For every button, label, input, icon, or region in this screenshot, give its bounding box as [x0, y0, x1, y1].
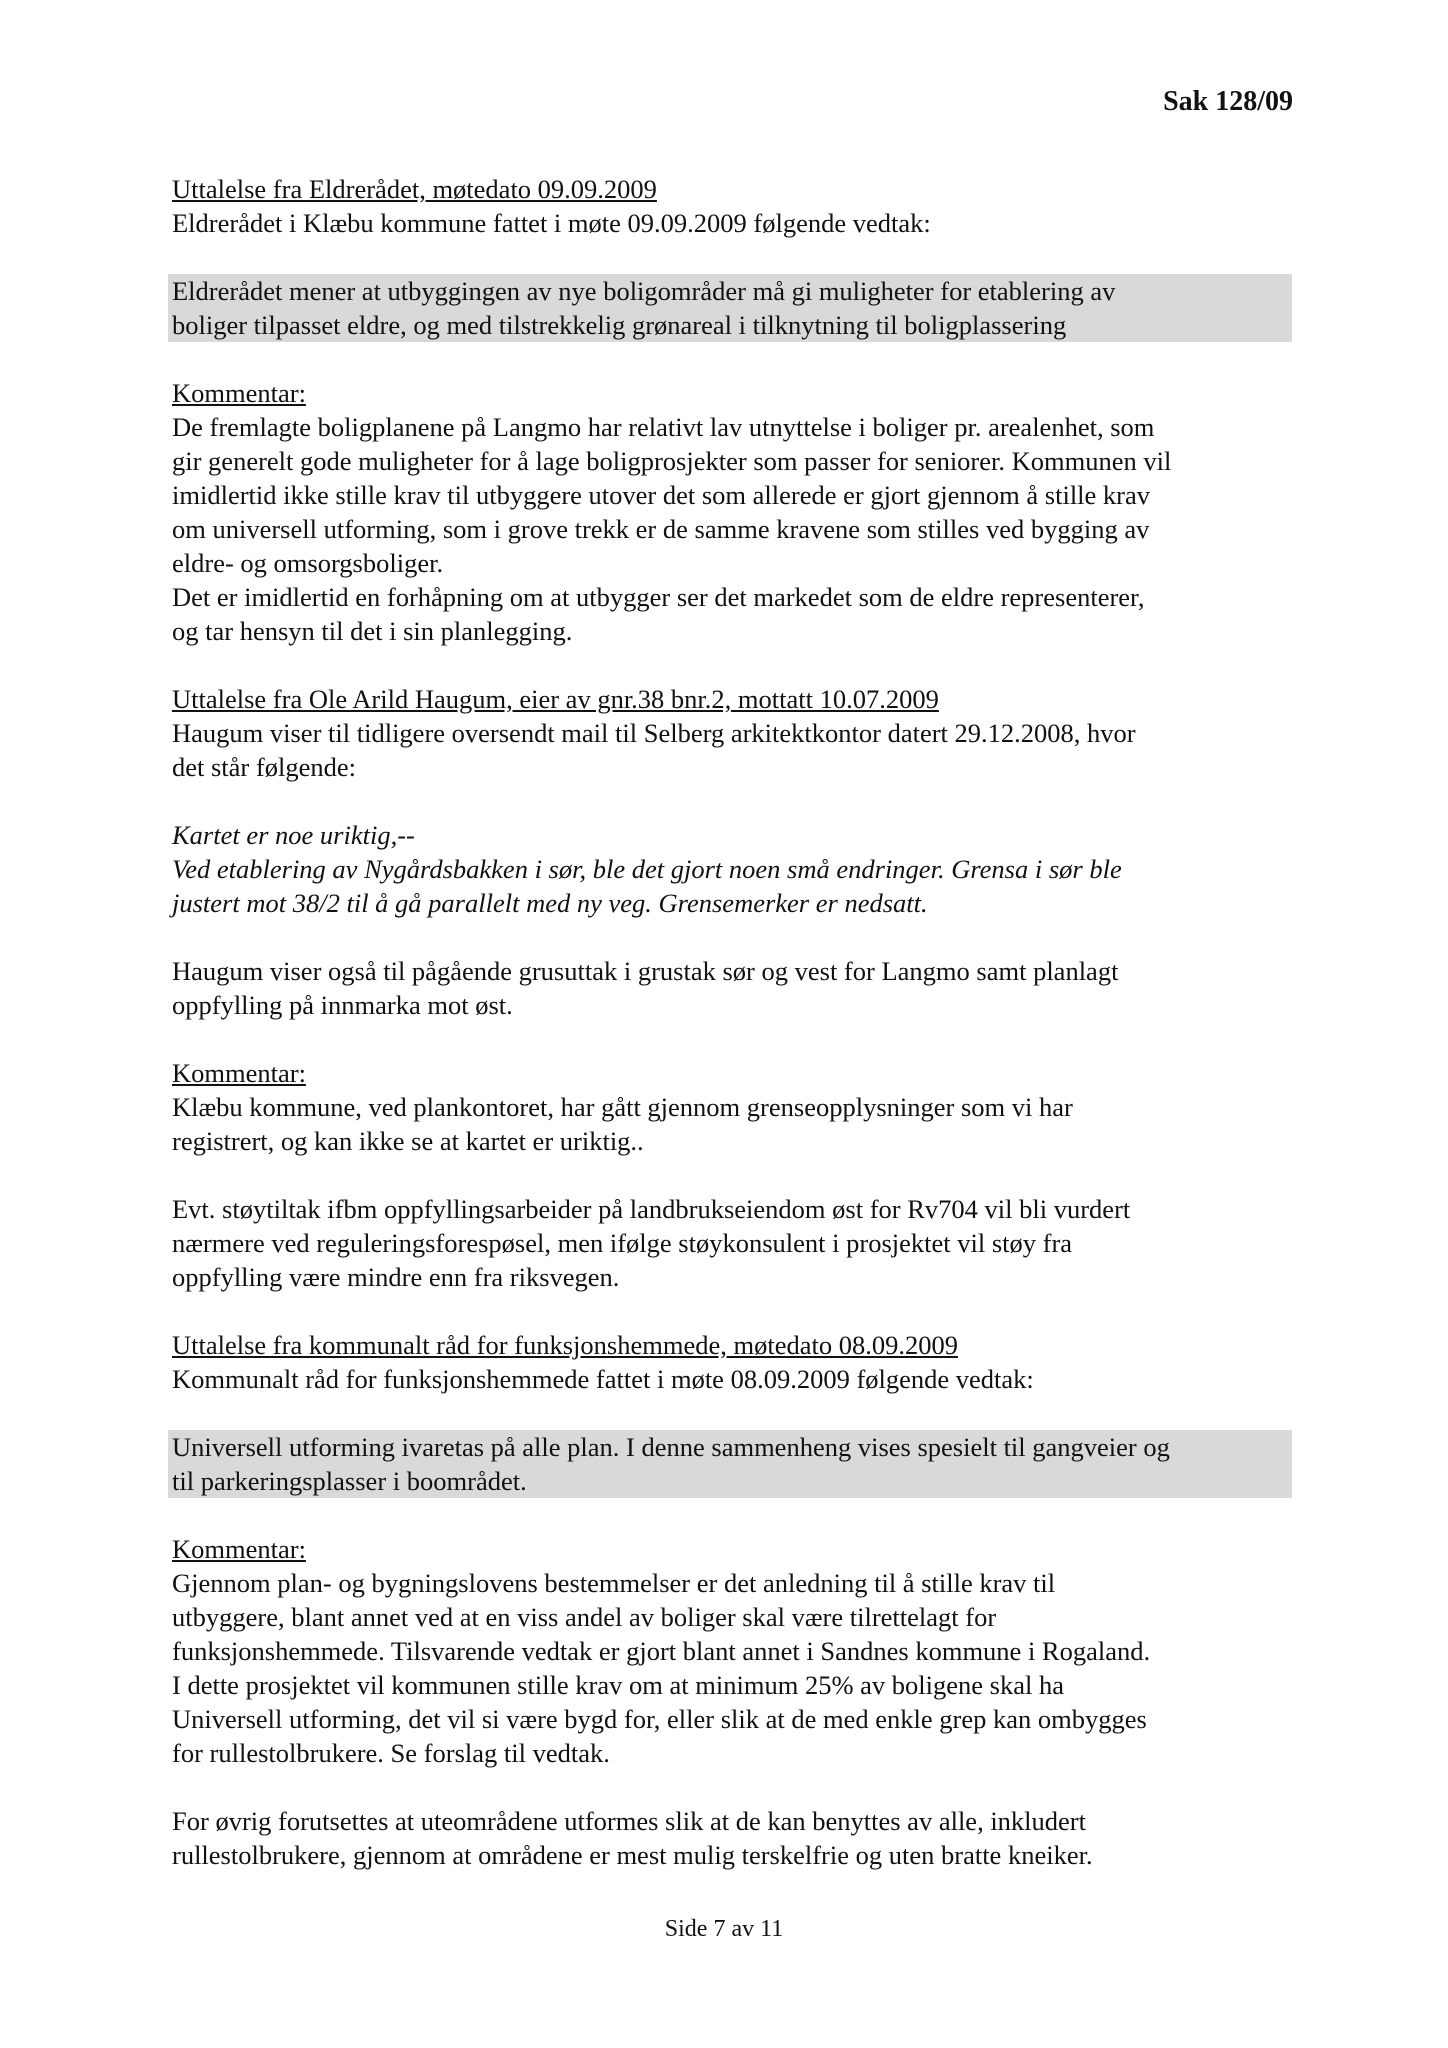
paragraph: [172, 274, 1292, 342]
section-heading: Uttalelse fra Ole Arild Haugum, eier av gnr.38 bnr.2, mottatt 10.07.2009: [172, 684, 939, 714]
text-line: det står følgende:: [172, 752, 356, 782]
paragraph-spacer: [172, 342, 1292, 376]
paragraph: [172, 1430, 1292, 1498]
text-line: for rullestolbrukere. Se forslag til vedtak.: [172, 1738, 610, 1768]
highlighted-resolution-line: boliger tilpasset eldre, og med tilstrekkelig grønareal i tilknytning til boligplassering: [168, 308, 1292, 342]
paragraph: [172, 1192, 1292, 1294]
text-line: imidlertid ikke stille krav til utbyggere utover det som allerede er gjort gjennom å stille krav: [172, 480, 1151, 510]
highlighted-resolution-line: til parkeringsplasser i boområdet.: [168, 1464, 1292, 1498]
section-heading: Kommentar:: [172, 1058, 306, 1088]
section-heading: Uttalelse fra Eldrerådet, møtedato 09.09.2009: [172, 174, 657, 204]
paragraph-spacer: [172, 1396, 1292, 1430]
text-line: Gjennom plan- og bygningslovens bestemmelser er det anledning til å stille krav til: [172, 1568, 1056, 1598]
paragraph: [172, 818, 1292, 920]
paragraph-spacer: [172, 1022, 1292, 1056]
paragraph: [172, 172, 1292, 240]
quoted-line: Kartet er noe uriktig,--: [172, 820, 415, 850]
text-line: Universell utforming, det vil si være bygd for, eller slik at de med enkle grep kan ombygges: [172, 1704, 1147, 1734]
text-line: oppfylling på innmarka mot øst.: [172, 990, 513, 1020]
paragraph: [172, 1532, 1292, 1770]
paragraph-spacer: [172, 1498, 1292, 1532]
paragraph-spacer: [172, 1158, 1292, 1192]
text-line: gir generelt gode muligheter for å lage boligprosjekter som passer for seniorer. Kommunen vil: [172, 446, 1172, 476]
paragraph: [172, 1056, 1292, 1158]
text-line: registrert, og kan ikke se at kartet er uriktig..: [172, 1126, 644, 1156]
paragraph: [172, 1804, 1292, 1872]
text-line: nærmere ved reguleringsforespøsel, men ifølge støykonsulent i prosjektet vil støy fra: [172, 1228, 1073, 1258]
text-line: I dette prosjektet vil kommunen stille krav om at minimum 25% av boligene skal ha: [172, 1670, 1064, 1700]
paragraph-spacer: [172, 920, 1292, 954]
text-line: Eldrerådet i Klæbu kommune fattet i møte 09.09.2009 følgende vedtak:: [172, 208, 931, 238]
section-heading: Uttalelse fra kommunalt råd for funksjonshemmede, møtedato 08.09.2009: [172, 1330, 958, 1360]
paragraph-spacer: [172, 240, 1292, 274]
paragraph: [172, 682, 1292, 784]
text-line: For øvrig forutsettes at uteområdene utformes slik at de kan benyttes av alle, inkludert: [172, 1806, 1086, 1836]
text-line: og tar hensyn til det i sin planlegging.: [172, 616, 573, 646]
text-line: oppfylling være mindre enn fra riksvegen.: [172, 1262, 620, 1292]
paragraph: [172, 376, 1292, 648]
text-line: Det er imidlertid en forhåpning om at utbygger ser det markedet som de eldre representerer,: [172, 582, 1145, 612]
text-line: funksjonshemmede. Tilsvarende vedtak er gjort blant annet i Sandnes kommune i Rogaland.: [172, 1636, 1151, 1666]
paragraph-spacer: [172, 1770, 1292, 1804]
paragraph-spacer: [172, 648, 1292, 682]
text-line: utbyggere, blant annet ved at en viss andel av boliger skal være tilrettelagt for: [172, 1602, 997, 1632]
highlighted-resolution-line: Universell utforming ivaretas på alle plan. I denne sammenheng vises spesielt til gangveier og: [168, 1430, 1292, 1464]
quoted-line: justert mot 38/2 til å gå parallelt med ny veg. Grensemerker er nedsatt.: [172, 888, 928, 918]
case-reference: Sak 128/09: [1163, 86, 1293, 117]
paragraph: [172, 1328, 1292, 1396]
text-line: Evt. støytiltak ifbm oppfyllingsarbeider på landbrukseiendom øst for Rv704 vil bli vurdert: [172, 1194, 1131, 1224]
paragraph: [172, 954, 1292, 1022]
text-line: eldre- og omsorgsboliger.: [172, 548, 444, 578]
text-line: om universell utforming, som i grove trekk er de samme kravene som stilles ved bygging av: [172, 514, 1150, 544]
paragraph-spacer: [172, 1294, 1292, 1328]
text-line: Haugum viser til tidligere oversendt mail til Selberg arkitektkontor datert 29.12.2008, hvor: [172, 718, 1136, 748]
document-body: [172, 172, 1292, 1872]
paragraph-spacer: [172, 784, 1292, 818]
text-line: rullestolbrukere, gjennom at områdene er mest mulig terskelfrie og uten bratte kneiker.: [172, 1840, 1093, 1870]
text-line: De fremlagte boligplanene på Langmo har relativt lav utnyttelse i boliger pr. arealenhet, som: [172, 412, 1155, 442]
text-line: Haugum viser også til pågående grusuttak i grustak sør og vest for Langmo samt planlagt: [172, 956, 1119, 986]
text-line: Klæbu kommune, ved plankontoret, har gått gjennom grenseopplysninger som vi har: [172, 1092, 1073, 1122]
section-heading: Kommentar:: [172, 1534, 306, 1564]
page-number: Side 7 av 11: [664, 1916, 784, 1942]
highlighted-resolution-line: Eldrerådet mener at utbyggingen av nye boligområder må gi muligheter for etablering av: [168, 274, 1292, 308]
section-heading: Kommentar:: [172, 378, 306, 408]
text-line: Kommunalt råd for funksjonshemmede fattet i møte 08.09.2009 følgende vedtak:: [172, 1364, 1034, 1394]
quoted-line: Ved etablering av Nygårdsbakken i sør, ble det gjort noen små endringer. Grensa i sør ble: [172, 854, 1122, 884]
